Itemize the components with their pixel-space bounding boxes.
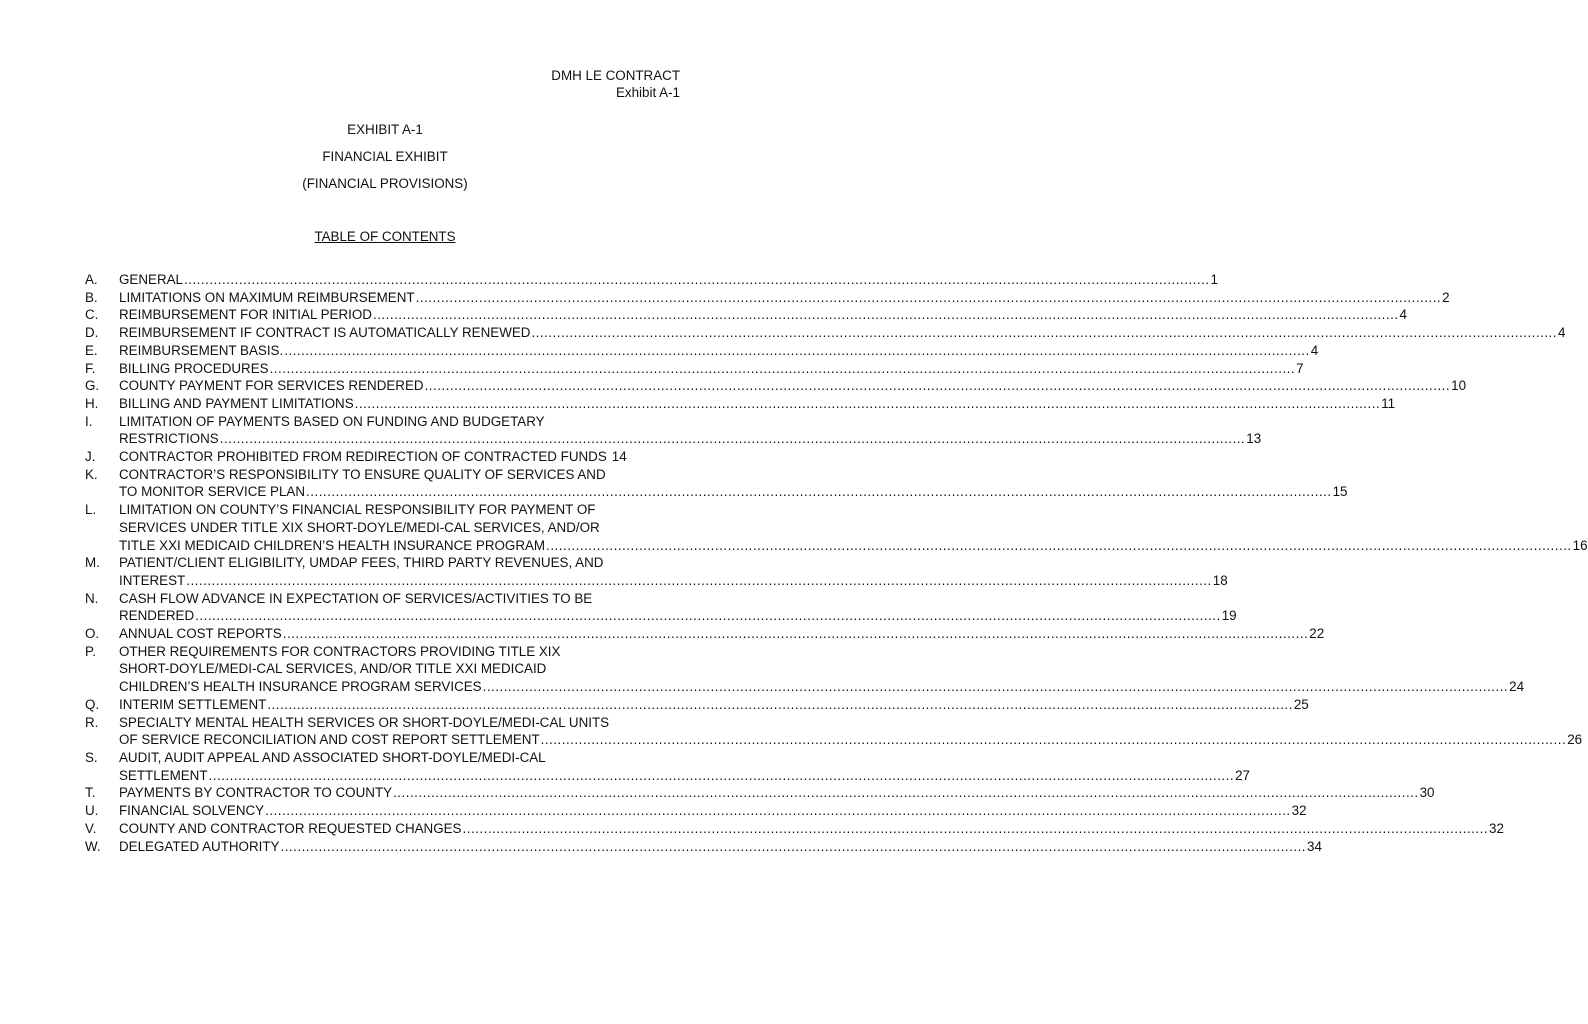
toc-entry-letter: O. <box>85 626 100 642</box>
financial-exhibit-title: FINANCIAL EXHIBIT <box>322 149 448 164</box>
toc-entry-title-line: LIMITATIONS ON MAXIMUM REIMBURSEMENT <box>119 289 415 305</box>
toc-entry-body <box>119 590 1237 625</box>
toc-page-number: 27 <box>1235 767 1250 783</box>
toc-dot-leader <box>184 271 1210 289</box>
toc-dot-leader <box>270 360 1296 378</box>
toc-entry <box>85 590 1237 625</box>
toc-entry-title-line: PATIENT/CLIENT ELIGIBILITY, UMDAP FEES, THIRD PARTY REVENUES, AND <box>119 555 604 571</box>
toc-entry-final-line <box>119 324 1565 342</box>
toc-entry-title-line: INTEREST <box>119 572 186 588</box>
toc-dot-leader <box>284 342 1310 360</box>
toc-entry-title-line: RESTRICTIONS <box>119 431 219 447</box>
toc-entry-letter: J. <box>85 449 96 465</box>
toc-entry-title-line: OTHER REQUIREMENTS FOR CONTRACTORS PROVIDING TITLE XIX <box>119 643 561 659</box>
toc-entry-body <box>119 289 1450 307</box>
toc-entry-title-line: LIMITATION OF PAYMENTS BASED ON FUNDING AND BUDGETARY <box>119 413 545 429</box>
toc-entry-letter: L. <box>85 502 97 518</box>
toc-page-number: 32 <box>1489 820 1504 836</box>
toc-entry-letter: N. <box>85 590 99 606</box>
toc-entry-title-line: COUNTY PAYMENT FOR SERVICES RENDERED <box>119 378 424 394</box>
toc-entry-body <box>119 554 1228 589</box>
toc-entry <box>85 749 1250 784</box>
toc-entry-body <box>119 820 1504 838</box>
toc-page-number: 18 <box>1212 572 1228 588</box>
toc-dot-leader <box>355 395 1381 413</box>
toc-entry <box>85 501 1588 554</box>
toc-entry-final-line <box>119 820 1504 838</box>
toc-page-number: 7 <box>1296 360 1304 376</box>
toc-entry <box>85 271 1218 289</box>
toc-entry-final-line <box>119 289 1450 307</box>
toc-entry-body <box>119 324 1565 342</box>
toc-page-number: 11 <box>1381 395 1396 411</box>
toc-entry-title-line: REIMBURSEMENT BASIS. <box>119 342 284 358</box>
toc-dot-leader <box>220 430 1246 448</box>
toc-entry <box>85 696 1309 714</box>
toc-dot-leader <box>483 678 1509 696</box>
toc-entry-final-line <box>119 731 1582 749</box>
toc-entry <box>85 360 1304 378</box>
toc-entry <box>85 838 1322 856</box>
toc-entry-letter: K. <box>85 466 98 482</box>
toc-page-number: 25 <box>1293 696 1309 712</box>
toc-entry-letter: U. <box>85 803 99 819</box>
toc-entry-body <box>119 625 1324 643</box>
toc-page-number: 4 <box>1310 342 1319 358</box>
toc-entry-final-line <box>119 360 1304 378</box>
toc-entry-title-line: TITLE XXI MEDICAID CHILDREN’S HEALTH INSURANCE PROGRAM <box>119 537 546 553</box>
toc-page-number: 22 <box>1309 626 1325 642</box>
toc-page-number: 1 <box>1210 272 1218 287</box>
toc-entry-title-line: FINANCIAL SOLVENCY <box>119 803 265 819</box>
toc-entry-title-line: CONTRACTOR’S RESPONSIBILITY TO ENSURE QUALITY OF SERVICES AND <box>119 466 606 482</box>
toc-entry-body <box>119 643 1524 696</box>
toc-entry-final-line <box>119 430 1261 448</box>
toc-entry-letter: D. <box>85 325 99 341</box>
toc-entry-final-line <box>119 767 1250 785</box>
toc-entry-letter: C. <box>85 307 99 323</box>
toc-page-number: 24 <box>1509 679 1525 695</box>
toc-page-number: 19 <box>1221 608 1237 624</box>
document-header <box>551 67 680 101</box>
toc-dot-leader <box>265 802 1291 820</box>
toc-entry-title-line: CONTRACTOR PROHIBITED FROM REDIRECTION OF CONTRACTED FUNDS <box>119 449 607 465</box>
toc-dot-leader <box>186 572 1212 590</box>
toc-entry-title-line: BILLING AND PAYMENT LIMITATIONS <box>119 395 354 411</box>
toc-entry <box>85 466 1348 501</box>
toc-entry-title-line: SERVICES UNDER TITLE XIX SHORT-DOYLE/MEDI-CAL SERVICES, AND/OR <box>119 519 600 535</box>
toc-entry <box>85 802 1307 820</box>
toc-entry-final-line <box>119 696 1309 714</box>
toc-entry-title-line: TO MONITOR SERVICE PLAN <box>119 484 306 500</box>
toc-page-number: 14 <box>611 449 627 465</box>
toc-page-number: 2 <box>1442 289 1450 305</box>
toc-entry-body <box>119 784 1435 802</box>
toc-entry-body <box>119 395 1395 413</box>
toc-entry-body <box>119 466 1347 501</box>
toc-page-number: 10 <box>1451 378 1467 394</box>
toc-page-number: 16 <box>1572 537 1588 553</box>
toc-entry-letter: I. <box>85 413 93 429</box>
toc-dot-leader <box>425 377 1451 395</box>
toc-entry <box>85 324 1566 342</box>
toc-entry <box>85 306 1407 324</box>
toc-entry <box>85 395 1396 413</box>
toc-entry <box>85 820 1504 838</box>
header-exhibit-label: Exhibit A-1 <box>615 85 680 100</box>
toc-entry-body <box>119 714 1582 749</box>
toc-page-number: 4 <box>1399 307 1407 323</box>
toc-entry-title-line: BILLING PROCEDURES <box>119 360 269 376</box>
toc-entry-title-line: REIMBURSEMENT FOR INITIAL PERIOD <box>119 307 372 323</box>
toc-page-number: 34 <box>1307 838 1322 854</box>
toc-entry-final-line <box>119 572 1228 590</box>
toc-entry-body <box>119 838 1322 856</box>
toc-entry <box>85 289 1450 307</box>
toc-entry-title-line: GENERAL <box>119 272 183 287</box>
toc-entry-letter: R. <box>85 714 99 730</box>
toc-entry-title-line: RENDERED <box>119 608 195 624</box>
toc-dot-leader <box>195 607 1221 625</box>
toc-entry-letter: E. <box>85 342 98 358</box>
toc-entry <box>85 377 1467 395</box>
toc-entry-final-line <box>119 483 1347 501</box>
toc-entry-body <box>119 696 1309 714</box>
toc-entry-final-line <box>119 537 1588 555</box>
toc-entry-title-line: PAYMENTS BY CONTRACTOR TO COUNTY <box>119 785 393 801</box>
toc-entry-body <box>119 360 1304 378</box>
toc-page-number: 15 <box>1332 484 1348 500</box>
toc-entry-body <box>119 802 1307 820</box>
toc-page-number: 30 <box>1419 785 1435 801</box>
toc-entry-final-line <box>119 377 1466 395</box>
toc-dot-leader <box>283 625 1309 643</box>
toc-dot-leader <box>463 820 1489 838</box>
toc-entry-final-line <box>119 625 1324 643</box>
toc-entry-final-line <box>119 342 1318 360</box>
toc-entry-final-line <box>119 784 1435 802</box>
toc-entry-title-line: SHORT-DOYLE/MEDI-CAL SERVICES, AND/OR TITLE XXI MEDICAID <box>119 661 547 677</box>
header-contract-label: DMH LE CONTRACT <box>551 68 680 83</box>
toc-entry-letter: M. <box>85 555 100 571</box>
toc-entry-letter: S. <box>85 749 98 765</box>
toc-entry-letter: B. <box>85 289 98 305</box>
toc-entry-body <box>119 271 1218 289</box>
toc-page-number: 13 <box>1246 431 1262 447</box>
toc-entry-body <box>119 306 1407 324</box>
toc-dot-leader <box>393 784 1419 802</box>
toc-entry-title-line: INTERIM SETTLEMENT <box>119 696 267 712</box>
toc-page-number: 4 <box>1558 325 1566 341</box>
toc-entry-title-line: OF SERVICE RECONCILIATION AND COST REPORT SETTLEMENT <box>119 732 540 748</box>
toc-entry-title-line: AUDIT, AUDIT APPEAL AND ASSOCIATED SHORT-DOYLE/MEDI-CAL <box>119 749 546 765</box>
toc-page-number: 26 <box>1567 732 1583 748</box>
toc-entry-final-line <box>119 448 682 466</box>
toc-dot-leader <box>546 537 1572 555</box>
toc-entry-title-line: CASH FLOW ADVANCE IN EXPECTATION OF SERVICES/ACTIVITIES TO BE <box>119 590 593 606</box>
toc-dot-leader <box>531 324 1557 342</box>
toc-entry-title-line: LIMITATION ON COUNTY’S FINANCIAL RESPONSIBILITY FOR PAYMENT OF <box>119 502 596 518</box>
toc-entry-title-line: SETTLEMENT <box>119 767 208 783</box>
toc-entry <box>85 413 1262 448</box>
toc-entry-body <box>119 501 1588 554</box>
toc-entry-title-line: COUNTY AND CONTRACTOR REQUESTED CHANGES <box>119 820 462 836</box>
toc-entry <box>85 448 682 466</box>
toc-entry-letter: G. <box>85 378 100 394</box>
toc-entry-letter: T. <box>85 785 96 801</box>
toc-entry-body <box>119 377 1466 395</box>
toc-entry-title-line: DELEGATED AUTHORITY <box>119 838 280 854</box>
toc-entry-body <box>119 448 682 466</box>
toc-entry-title-line: SPECIALTY MENTAL HEALTH SERVICES OR SHORT-DOYLE/MEDI-CAL UNITS <box>119 714 610 730</box>
toc-entry-final-line <box>119 306 1407 324</box>
toc-heading: TABLE OF CONTENTS <box>314 229 456 244</box>
toc-entry <box>85 784 1435 802</box>
toc-entry-letter: F. <box>85 360 96 376</box>
table-of-contents <box>85 271 1588 855</box>
toc-entry-title-line: CHILDREN’S HEALTH INSURANCE PROGRAM SERVICES <box>119 679 482 695</box>
toc-entry-letter: H. <box>85 395 99 411</box>
toc-entry-final-line <box>119 838 1322 856</box>
financial-provisions-subtitle: (FINANCIAL PROVISIONS) <box>302 176 468 191</box>
toc-entry-letter: V. <box>85 820 97 836</box>
toc-entry-body <box>119 413 1261 448</box>
toc-dot-leader <box>267 696 1293 714</box>
toc-dot-leader <box>416 289 1442 307</box>
toc-entry <box>85 643 1525 696</box>
toc-entry-letter: W. <box>85 838 101 854</box>
toc-entry-title-line: REIMBURSEMENT IF CONTRACT IS AUTOMATICALLY RENEWED <box>119 325 531 341</box>
toc-entry-final-line <box>119 678 1524 696</box>
toc-entry-body <box>119 749 1250 784</box>
exhibit-title: EXHIBIT A-1 <box>347 122 423 137</box>
toc-entry <box>85 714 1583 749</box>
toc-page-number: 32 <box>1291 803 1307 819</box>
toc-dot-leader <box>306 483 1332 501</box>
toc-entry <box>85 625 1325 643</box>
toc-dot-leader <box>541 731 1567 749</box>
toc-entry-final-line <box>119 395 1395 413</box>
toc-dot-leader <box>280 838 1306 856</box>
toc-entry <box>85 342 1319 360</box>
toc-entry <box>85 554 1228 589</box>
title-block <box>0 121 770 202</box>
toc-entry-final-line <box>119 607 1237 625</box>
toc-entry-letter: P. <box>85 643 96 659</box>
toc-entry-letter: Q. <box>85 696 100 712</box>
toc-entry-body <box>119 342 1318 360</box>
toc-dot-leader <box>209 767 1235 785</box>
toc-entry-final-line <box>119 802 1307 820</box>
toc-entry-final-line <box>119 271 1218 289</box>
toc-dot-leader <box>373 306 1399 324</box>
toc-entry-title-line: ANNUAL COST REPORTS <box>119 626 282 642</box>
toc-entry-letter: A. <box>85 272 98 287</box>
